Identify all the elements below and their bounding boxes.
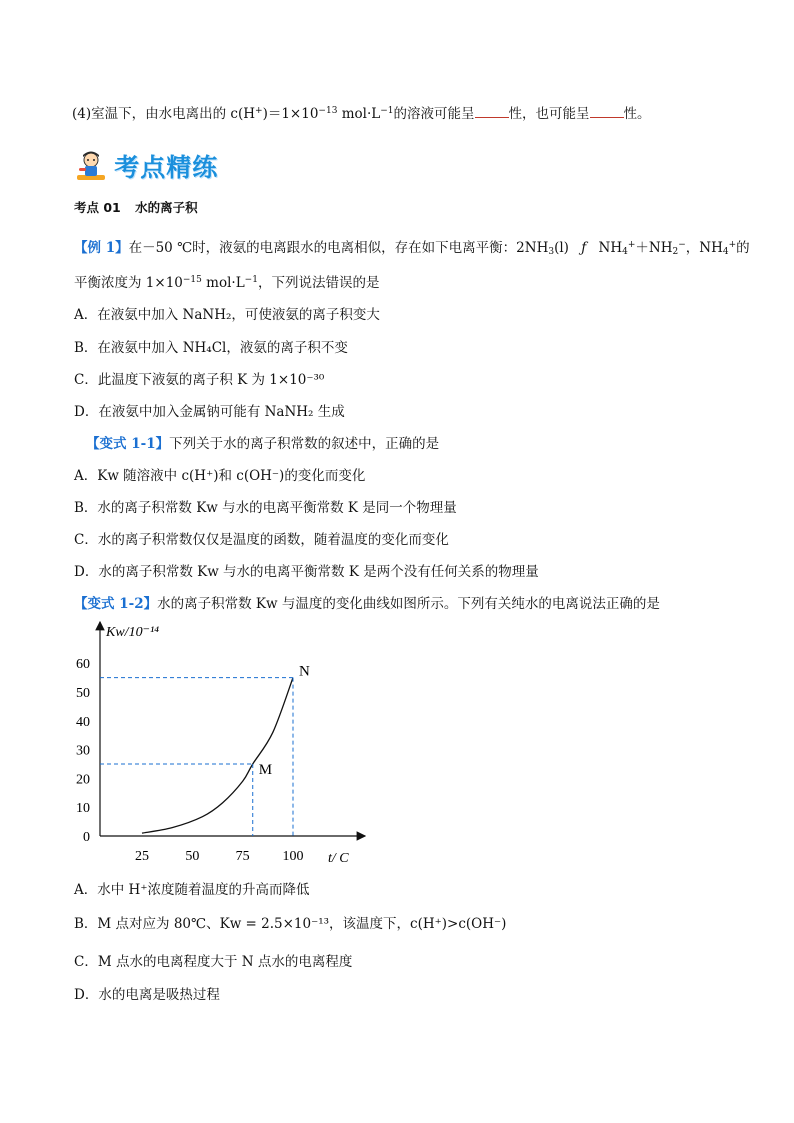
example1-line2c: ，下列说法错误的是	[257, 275, 380, 291]
ion-tail-sub: 4	[722, 247, 729, 257]
example1-sub: 3	[548, 247, 555, 257]
student-mascot-icon	[74, 149, 108, 183]
ion-nh4-sub: 4	[622, 247, 628, 257]
ion-nh2-sub: 2	[672, 247, 679, 257]
q4-suffix3: 性。	[623, 106, 651, 122]
example1-option-b[interactable]: B．在液氨中加入 NH₄Cl，液氨的离子积不变	[74, 340, 348, 356]
ion-nh4: NH	[598, 240, 623, 256]
example1-tag: 【例 1】	[74, 240, 129, 256]
y-axis-label: Kw/10⁻¹⁴	[106, 625, 160, 640]
x-axis-label: t/ C	[328, 851, 349, 866]
ion-nh2: ＋NH	[635, 240, 673, 256]
variant11-option-d[interactable]: D．水的离子积常数 Kw 与水的电离平衡常数 K 是两个没有任何关系的物理量	[74, 564, 539, 580]
example1-state: (l)	[554, 240, 569, 256]
variant11-question: 下列关于水的离子积常数的叙述中，正确的是	[169, 436, 440, 452]
topic-heading	[74, 198, 198, 216]
kw-curve	[142, 678, 293, 834]
topic-label: 考点 01	[74, 200, 121, 215]
example1-line2a: 平衡浓度为 1×10	[74, 275, 183, 291]
q4-mid: )＝1×10	[262, 106, 319, 122]
y-tick-label: 10	[76, 801, 90, 817]
variant11-tag: 【变式 1-1】	[86, 436, 170, 452]
x-tick-label: 25	[135, 849, 149, 864]
example1-stem-line2	[74, 271, 379, 291]
variant12-question: 水的离子积常数 Kw 与温度的变化曲线如图所示。下列有关纯水的电离说法正确的是	[157, 596, 660, 612]
q4-suffix1: 的溶液可能呈	[393, 106, 475, 122]
example1-unit-exp: −1	[244, 275, 258, 285]
x-tick-label: 50	[185, 849, 200, 864]
ion-nh4-sup: +	[627, 240, 636, 250]
variant12-tag: 【变式 1-2】	[74, 596, 158, 612]
y-tick-label: 0	[83, 830, 90, 845]
ion-nh2-sup: −	[678, 240, 686, 250]
q4-exp: −13	[318, 106, 338, 116]
answer-blank-2[interactable]	[590, 105, 624, 118]
x-tick-label: 100	[282, 849, 304, 864]
example1-option-d[interactable]: D．在液氨中加入金属钠可能有 NaNH₂ 生成	[74, 404, 345, 420]
equilibrium-arrow-icon: ƒ	[581, 240, 587, 256]
y-tick-label: 50	[76, 686, 90, 701]
section-title: 考点精练	[114, 153, 219, 182]
example1-unit: mol·L	[201, 275, 245, 291]
y-tick-label: 20	[76, 772, 90, 788]
y-tick-label: 60	[76, 657, 90, 673]
y-tick-label: 40	[76, 714, 90, 730]
y-tick-label: 30	[76, 743, 90, 759]
q4-line	[72, 102, 651, 122]
topic-name: 水的离子积	[135, 200, 198, 215]
example1-exp: −15	[182, 275, 202, 285]
section-header	[74, 148, 218, 184]
variant11-option-b[interactable]: B．水的离子积常数 Kw 与水的电离平衡常数 K 是同一个物理量	[74, 500, 457, 516]
example1-line1-end: 的	[736, 240, 750, 256]
example1-line1: 在－50 ℃时，液氨的电离跟水的电离相似，存在如下电离平衡：2NH	[128, 240, 549, 256]
variant12-option-d[interactable]: D．水的电离是吸热过程	[74, 987, 220, 1003]
ion-nh4-tail: ，NH	[685, 240, 723, 256]
variant11-stem	[86, 432, 439, 452]
variant11-option-a[interactable]: A．Kw 随溶液中 c(H⁺)和 c(OH⁻)的变化而变化	[74, 468, 366, 484]
variant12-option-a[interactable]: A．水中 H⁺浓度随着温度的升高而降低	[74, 882, 310, 898]
x-tick-label: 75	[235, 849, 250, 864]
q4-unit: mol·L	[337, 106, 381, 122]
example1-stem-line1	[74, 236, 750, 257]
q4-suffix2: 性，也可能呈	[508, 106, 590, 122]
example1-option-a[interactable]: A．在液氨中加入 NaNH₂，可使液氨的离子积变大	[74, 307, 380, 323]
q4-prefix: (4)室温下，由水电离出的 c(H	[72, 106, 256, 122]
answer-blank-1[interactable]	[475, 105, 509, 118]
variant12-stem	[74, 592, 660, 612]
kw-temperature-chart	[60, 614, 380, 868]
point-label-N: N	[299, 663, 310, 680]
variant12-option-b[interactable]: B．M 点对应为 80℃、Kw = 2.5×10⁻¹³，该温度下，c(H⁺)>c(OH⁻)	[74, 916, 507, 932]
point-label-M: M	[258, 762, 273, 778]
variant11-option-c[interactable]: C．水的离子积常数仅仅是温度的函数，随着温度的变化而变化	[74, 532, 449, 548]
q4-unit-exp: −1	[380, 106, 394, 116]
example1-option-c[interactable]: C．此温度下液氨的离子积 K 为 1×10⁻³⁰	[74, 372, 325, 388]
q4-sup: +	[255, 106, 263, 116]
ion-tail-sup: +	[728, 240, 737, 250]
variant12-option-c[interactable]: C．M 点水的电离程度大于 N 点水的电离程度	[74, 954, 353, 970]
